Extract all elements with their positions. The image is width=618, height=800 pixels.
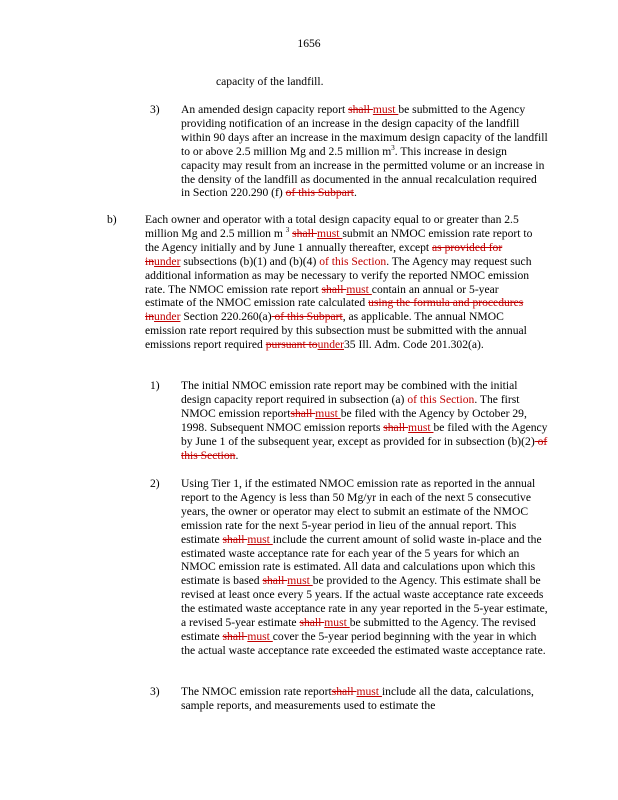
superscript: 3 (391, 143, 395, 152)
text-run: Each owner and operator with a total design capacity equal to or greater than 2.5 million Mg and 2.5 million m (145, 213, 519, 240)
text-run: . (353, 186, 357, 200)
continuation-text: capacity of the landfill. (216, 75, 324, 88)
inserted-text: must (247, 532, 273, 546)
deleted-text: shall (321, 282, 347, 296)
text-run: be provided to the Agency. This estimate shall be revised at least once every 5 years. If the actual waste acceptance rate exceeds the estimated waste acceptance rate in any year reported in the 5-year estimate, a revised 5-year estimate (181, 574, 548, 630)
text-run: Using Tier 1, if the estimated NMOC emission rate as reported in the annual report to the Agency is less than 50 Mg/yr in each of the next 5 consecutive years, the owner or operator may elect to submit an estimate of the NMOC emission rate for the next 5-year period in lieu of the annual report. This estimate (181, 477, 536, 546)
deleted-text: shall (262, 574, 288, 588)
item-b3-number: 3) (150, 685, 160, 698)
text-run: cover the 5-year period beginning with the year in which the actual waste acceptance rate exceeded the estimated waste acceptance rate. (181, 629, 546, 657)
deleted-text: of this Subpart (271, 310, 343, 324)
item-a3-number: 3) (150, 103, 160, 116)
text-run: be submitted to the Agency. The revised estimate (181, 616, 536, 643)
deleted-text: shall (348, 103, 373, 116)
text-run: submit an NMOC emission rate report to the Agency initially and by June 1 annually thereafter, except (145, 226, 533, 254)
deleted-text: as provided for in (145, 240, 503, 268)
inserted-text: under (317, 338, 344, 352)
text-run: The initial NMOC emission rate report may be combined with the initial design capacity report required in subsection (a) (181, 379, 518, 406)
deleted-text: shall (290, 406, 316, 420)
text-run: . The Agency may request such additional information as may be necessary to verify the reported NMOC emission rate. The NMOC emission rate report (145, 254, 532, 296)
text-run: 35 Ill. Adm. Code 201.302(a). (344, 338, 484, 352)
item-b2-paragraph (181, 477, 548, 658)
text-run: subsections (b)(1) and (b)(4) (180, 254, 320, 268)
deleted-text: shall (222, 532, 248, 546)
deleted-text: shall (299, 616, 325, 630)
deleted-text: of this Section (181, 434, 548, 462)
inserted-text: must (316, 226, 343, 240)
text-run: be filed with the Agency by June 1 of the subsequent year, except as provided for in subsection (b)(2) (181, 420, 548, 448)
page-number: 1656 (297, 37, 321, 50)
text-run: include all the data, calculations, sample reports, and measurements used to estimate the (181, 685, 534, 712)
item-a3-paragraph (181, 103, 548, 200)
deleted-text: shall (331, 685, 357, 698)
deleted-text: using the formula and procedures in (145, 296, 524, 324)
deleted-text: shall (292, 226, 317, 240)
text-run: , as applicable. The annual NMOC emission rate report required by this subsection must be submitted with the annual emissions report required (145, 310, 527, 352)
text-run: The NMOC emission rate report (181, 685, 332, 698)
item-b1-number: 1) (150, 379, 160, 392)
item-b-label: b) (107, 213, 117, 226)
text-run: . The first NMOC emission report (181, 392, 520, 420)
inserted-text: must (247, 629, 273, 643)
inserted-text: must (324, 616, 350, 630)
deleted-text: pursuant to (265, 338, 318, 352)
inserted-text: must (408, 420, 434, 434)
inserted-text: must (372, 103, 399, 116)
added-text: of this Section (319, 254, 387, 268)
item-b-paragraph (145, 213, 540, 352)
text-run: include the current amount of solid waste in-place and the estimated waste acceptance rate for each year of the 5 years for which an NMOC emission rate is estimated. All data and calculations upon which this estimate is based (181, 532, 542, 588)
inserted-text: must (287, 574, 313, 588)
text-run: contain an annual or 5-year estimate of the NMOC emission rate calculated (145, 282, 499, 310)
text-run: be submitted to the Agency providing notification of an increase in the design capacity of the landfill within 90 days after an increase in the maximum design capacity of the landfill to or above 2.5 million Mg and 2.5 million m (181, 103, 548, 158)
inserted-text: must (346, 282, 372, 296)
deleted-text: shall (222, 629, 248, 643)
added-text: of this Section (407, 392, 475, 406)
text-run: Section 220.260(a) (180, 310, 272, 324)
inserted-text: under (154, 310, 181, 324)
inserted-text: must (356, 685, 382, 698)
item-b3-paragraph (181, 685, 548, 713)
superscript: 3 (285, 225, 290, 234)
text-run: An amended design capacity report (181, 103, 349, 116)
deleted-text: of this Subpart (285, 186, 354, 200)
deleted-text: shall (383, 420, 409, 434)
item-b2-number: 2) (150, 477, 160, 490)
inserted-text: must (315, 406, 341, 420)
text-run: . This increase in design capacity may result from an increase in the permitted volume or an increase in the density of the landfill as documented in the annual recalculation required in Section 220.290 (f) (181, 144, 545, 200)
inserted-text: under (154, 254, 181, 268)
text-run: . (235, 448, 239, 462)
item-b1-paragraph (181, 379, 548, 462)
text-run: be filed with the Agency by October 29, 1998. Subsequent NMOC emission reports (181, 406, 527, 434)
